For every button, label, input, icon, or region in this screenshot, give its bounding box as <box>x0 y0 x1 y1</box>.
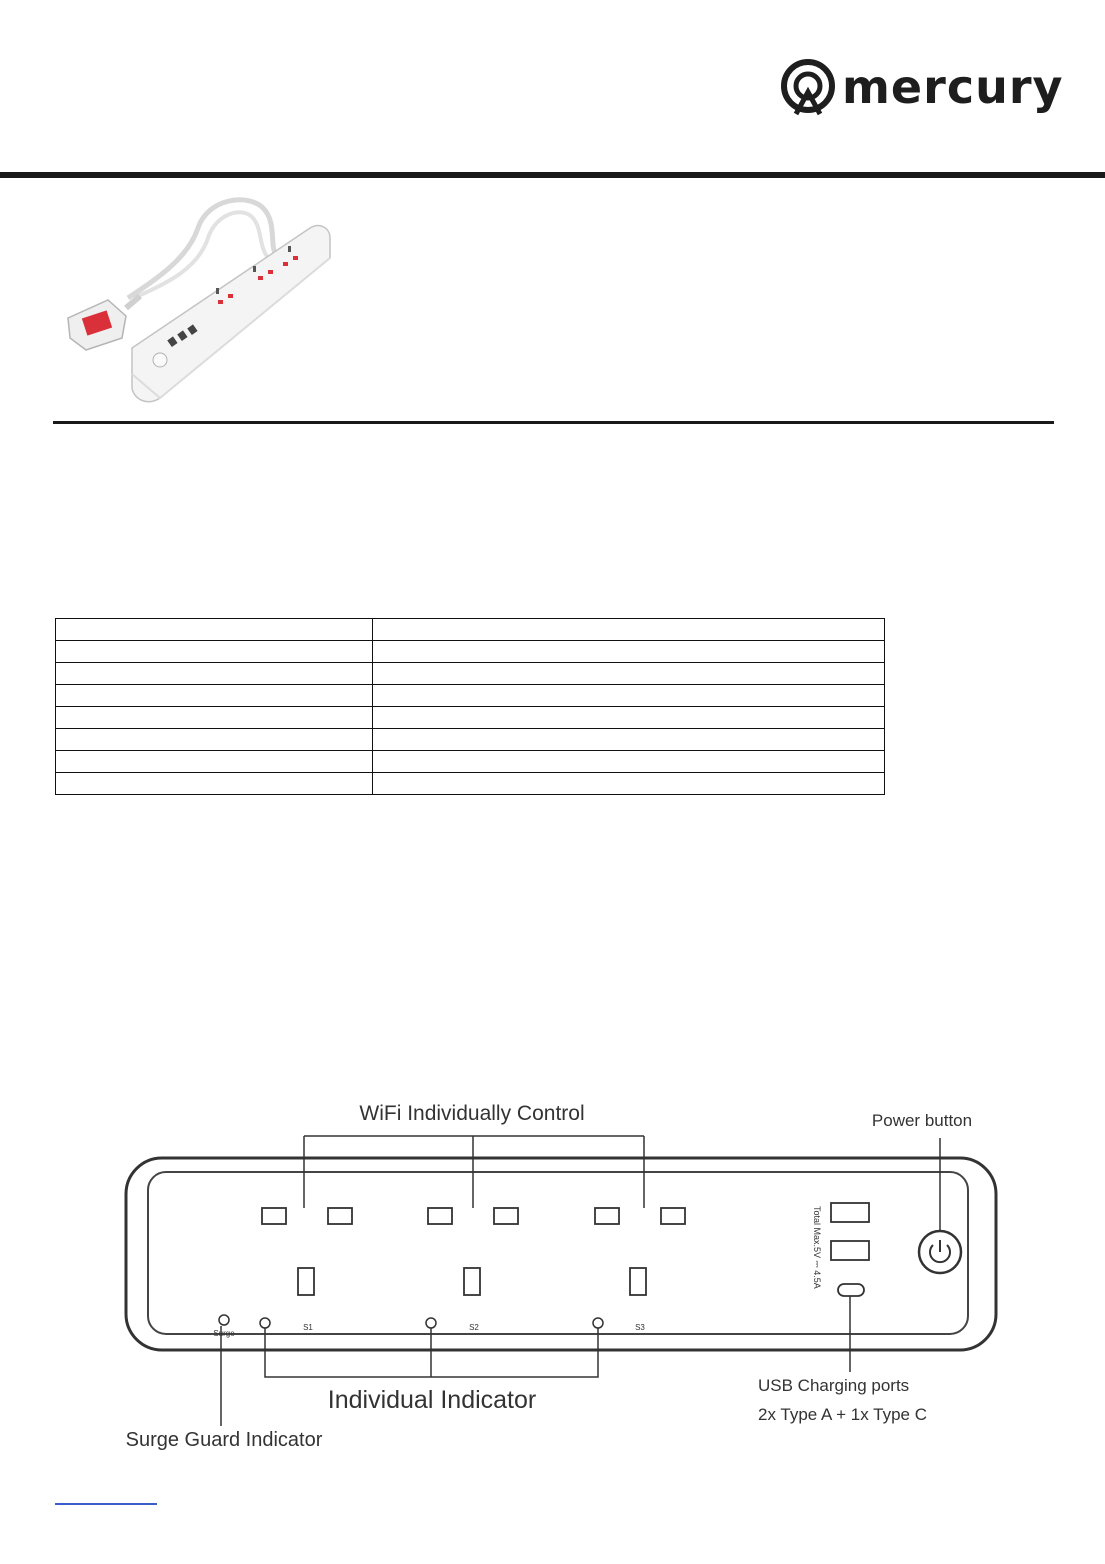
indicator-bracket <box>265 1328 598 1377</box>
spec-value-cell <box>373 685 885 707</box>
spec-row <box>56 729 885 751</box>
spec-row <box>56 685 885 707</box>
spec-row <box>56 751 885 773</box>
indicator-led-s2 <box>426 1318 436 1328</box>
indicator-led-s1 <box>260 1318 270 1328</box>
usb-rating-label: Total Max.5V ⎓ 4.5A <box>812 1206 822 1289</box>
wifi-control-label: WiFi Individually Control <box>359 1102 585 1125</box>
socket-3 <box>595 1208 685 1295</box>
indicator-led-s3 <box>593 1318 603 1328</box>
spec-label-cell <box>56 707 373 729</box>
spec-row <box>56 663 885 685</box>
mercury-logo <box>780 58 1064 120</box>
usb-type-c-port <box>838 1284 864 1296</box>
power-button-icon <box>919 1231 961 1273</box>
footer-link-underline[interactable] <box>55 1503 157 1505</box>
socket-label-s1: S1 <box>303 1323 313 1332</box>
spec-value-cell <box>373 707 885 729</box>
strip-faceplate <box>148 1172 968 1334</box>
product-photo <box>48 188 348 408</box>
power-button-label: Power button <box>871 1111 973 1130</box>
spec-label-cell <box>56 641 373 663</box>
spec-value-cell <box>373 773 885 795</box>
usb-type-a-port-1 <box>831 1203 869 1222</box>
surge-guard-label: Surge Guard Indicator <box>125 1429 323 1451</box>
spec-label-cell <box>56 619 373 641</box>
socket-label-s2: S2 <box>469 1323 479 1332</box>
surge-small-label: Surge <box>213 1329 235 1338</box>
usb-type-a-port-2 <box>831 1241 869 1260</box>
spec-row <box>56 707 885 729</box>
spec-label-cell <box>56 751 373 773</box>
spec-label-cell <box>56 663 373 685</box>
spec-value-cell <box>373 751 885 773</box>
socket-1 <box>262 1208 352 1295</box>
spec-row <box>56 773 885 795</box>
header-divider <box>0 172 1105 178</box>
uk-plug <box>68 296 140 350</box>
spec-label-cell <box>56 773 373 795</box>
spec-value-cell <box>373 619 885 641</box>
usb-ports-label-line2: 2x Type A + 1x Type C <box>758 1405 928 1424</box>
power-strip-diagram <box>100 1090 1000 1460</box>
socket-label-s3: S3 <box>635 1323 645 1332</box>
spec-label-cell <box>56 729 373 751</box>
usb-ports-label-line1: USB Charging ports <box>758 1376 910 1395</box>
spec-label-cell <box>56 685 373 707</box>
section-divider <box>53 421 1054 424</box>
strip-outline <box>126 1158 996 1350</box>
spec-row <box>56 619 885 641</box>
socket-2 <box>428 1208 518 1295</box>
spec-value-cell <box>373 729 885 751</box>
spec-value-cell <box>373 641 885 663</box>
power-strip-body <box>132 226 330 402</box>
individual-indicator-label: Individual Indicator <box>327 1386 537 1414</box>
mercury-emblem-icon <box>780 58 840 120</box>
spec-row <box>56 641 885 663</box>
brand-wordmark: mercury <box>842 60 1064 114</box>
surge-indicator-led <box>219 1315 229 1325</box>
spec-value-cell <box>373 663 885 685</box>
spec-table <box>55 618 885 795</box>
